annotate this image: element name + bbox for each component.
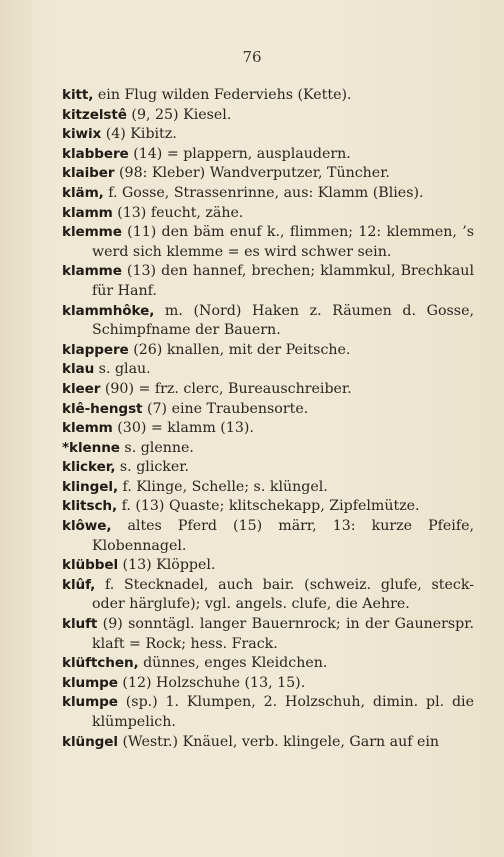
dictionary-entry (62, 262, 474, 301)
dictionary-entry (62, 341, 474, 361)
entry-definition: (26) knallen, mit der Peitsche. (128, 341, 351, 358)
entry-headword: klüftchen, (62, 655, 139, 672)
dictionary-entry (62, 654, 474, 674)
entry-definition: (13) feucht, zähe. (112, 204, 244, 221)
entry-definition: (90) = frz. clerc, Bureauschreiber. (100, 380, 352, 397)
entry-definition: (Westr.) Knäuel, verb. klingele, Garn auf ein (117, 733, 440, 750)
dictionary-entry (62, 380, 474, 400)
entry-headword: kiwix (62, 126, 102, 143)
dictionary-entry (62, 556, 474, 576)
entry-definition: s. glenne. (119, 439, 194, 456)
entry-headword: klüngel (62, 733, 118, 750)
entry-headword: klaiber (62, 165, 115, 182)
entry-headword: klûf, (62, 576, 96, 593)
entry-definition: (9) sonntägl. langer Bauernrock; in der Gaunerspr. klaft = Rock; hess. Frack. (92, 616, 474, 652)
dictionary-entry (62, 419, 474, 439)
dictionary-entry (62, 400, 474, 420)
entry-headword: kluft (62, 616, 98, 633)
entry-definition: (98: Kleber) Wandverputzer, Tüncher. (114, 165, 390, 182)
dictionary-entry (62, 439, 474, 459)
dictionary-entry (62, 497, 474, 517)
entry-headword: klammhôke, (62, 302, 155, 319)
entry-headword: klau (62, 361, 95, 378)
page-number: 76 (242, 48, 262, 66)
entry-definition: s. glicker. (115, 459, 190, 476)
entry-definition: (14) = plappern, ausplaudern. (128, 145, 351, 162)
entry-headword: kläm, (62, 184, 104, 201)
entry-definition: f. Klinge, Schelle; s. klüngel. (118, 478, 328, 495)
dictionary-entry (62, 615, 474, 654)
entry-definition: (13) Klöppel. (118, 557, 216, 574)
entry-definition: (sp.) 1. Klumpen, 2. Holzschuh, dimin. pl. die klümpelich. (92, 694, 474, 730)
entry-headword: kleer (62, 380, 101, 397)
entry-headword: klabbere (62, 145, 129, 162)
dictionary-entry (62, 674, 474, 694)
entry-definition: (7) eine Traubensorte. (142, 400, 309, 417)
dictionary-entry (62, 164, 474, 184)
entry-definition: f. Stecknadel, auch bair. (schweiz. glufe, steck- oder härglufe); vgl. angels. clufe, die Aehre. (92, 576, 474, 613)
entry-headword: klicker, (62, 459, 116, 476)
dictionary-entry (62, 458, 474, 478)
entry-headword: klitsch, (62, 498, 118, 515)
entry-definition: (13) den hannef, brechen; klammkul, Brechkaul für Hanf. (92, 263, 474, 299)
entry-definition: f. Gosse, Strassenrinne, aus: Klamm (Blies). (103, 184, 424, 201)
dictionary-entry (62, 184, 474, 204)
entry-headword: klappere (62, 341, 129, 358)
entry-definition: ein Flug wilden Federviehs (Kette). (93, 87, 352, 103)
entry-definition: (4) Kibitz. (101, 126, 177, 143)
entry-headword: kitzelstê (62, 106, 127, 123)
dictionary-entry (62, 106, 474, 126)
dictionary-entry (62, 478, 474, 498)
entry-definition: (11) den bäm enuf k., flimmen; 12: klemmen, ’s werd sich klemme = es wird schwer sein. (92, 224, 474, 260)
dictionary-entry (62, 693, 474, 732)
dictionary-entry (62, 302, 474, 341)
dictionary-entry (62, 576, 474, 615)
dictionary-entry (62, 204, 474, 224)
entry-headword: klamme (62, 263, 122, 280)
entry-headword: kitt, (62, 87, 94, 103)
dictionary-entry (62, 145, 474, 165)
dictionary-entry (62, 125, 474, 145)
entry-definition: f. (13) Quaste; klitschekapp, Zipfelmütze. (117, 498, 420, 515)
entry-definition: s. glau. (94, 361, 151, 378)
entry-definition: m. (Nord) Haken z. Räumen d. Gosse, Schimpfname der Bauern. (92, 302, 474, 339)
entry-headword: klumpe (62, 694, 118, 711)
dictionary-entries (62, 86, 474, 752)
entry-headword: klemme (62, 224, 122, 241)
dictionary-entry (62, 733, 474, 753)
entry-headword: klê-hengst (62, 400, 143, 417)
entry-headword: klumpe (62, 674, 118, 691)
entry-headword: klamm (62, 204, 113, 221)
entry-definition: altes Pferd (15) märr, 13: kurze Pfeife, Klobennagel. (92, 518, 474, 554)
dictionary-entry (62, 86, 474, 106)
entry-definition: (9, 25) Kiesel. (126, 106, 232, 123)
entry-headword: *klenne (62, 439, 120, 456)
entry-definition: (12) Holzschuhe (13, 15). (117, 674, 306, 691)
entry-headword: klemm (62, 420, 113, 437)
entry-headword: klübbel (62, 557, 119, 574)
entry-headword: klôwe, (62, 518, 112, 535)
entry-definition: dünnes, enges Kleidchen. (138, 655, 328, 672)
dictionary-entry (62, 517, 474, 556)
entry-headword: klingel, (62, 478, 119, 495)
dictionary-entry (62, 360, 474, 380)
dictionary-entry (62, 223, 474, 262)
entry-definition: (30) = klamm (13). (112, 420, 254, 437)
